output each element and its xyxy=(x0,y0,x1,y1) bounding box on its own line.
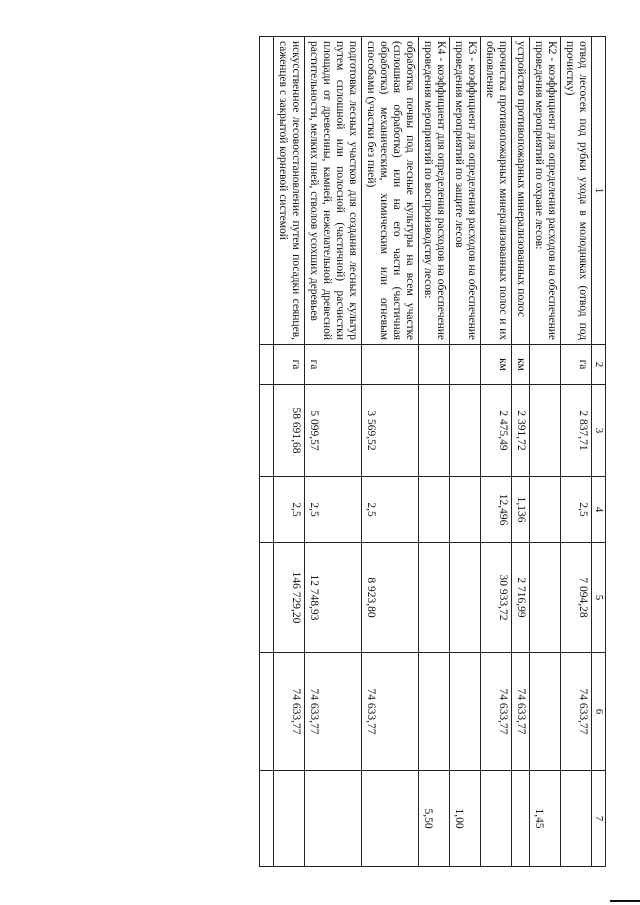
row-rate: 74 633,77 xyxy=(561,653,592,771)
row-k-coefficient: 1,45 xyxy=(530,771,561,867)
row-unit xyxy=(419,345,450,385)
row-rate: 74 633,77 xyxy=(481,653,512,771)
row-k-coefficient xyxy=(305,771,362,867)
row-description: обработка почвы под лесные культуры на всем участке (сплошная обработка) или на его части (частичная обработка) механическим, химическим или огневым способами (участки без пней) xyxy=(362,37,419,345)
row-quantity: 2 837,71 xyxy=(561,385,592,477)
row-coefficient xyxy=(419,477,450,543)
row-k-coefficient: 1,00 xyxy=(450,771,481,867)
row-quantity xyxy=(419,385,450,477)
header-row xyxy=(592,37,606,867)
table-row xyxy=(362,37,419,867)
row-k-coefficient xyxy=(481,771,512,867)
row-unit: га xyxy=(274,345,305,385)
table-continuation-row xyxy=(260,37,274,867)
row-description: подготовка лесных участков для создания лесных культур путем сплошной или полосной (частичной) расчистки площади от древесины, камней, нежелательной древесной растительности, мелких пней, стволов усохших деревьев xyxy=(305,37,362,345)
row-coefficient: 2,5 xyxy=(305,477,362,543)
row-coefficient: 1,136 xyxy=(512,477,530,543)
table-row xyxy=(561,37,592,867)
row-coefficient: 2,5 xyxy=(362,477,419,543)
row-unit xyxy=(530,345,561,385)
row-description: устройство противопожарных минерализованных полос xyxy=(512,37,530,345)
row-cost xyxy=(450,543,481,653)
row-cost xyxy=(530,543,561,653)
row-quantity: 3 569,52 xyxy=(362,385,419,477)
row-quantity: 2 391,72 xyxy=(512,385,530,477)
row-rate: 74 633,77 xyxy=(274,653,305,771)
column-number-3: 3 xyxy=(592,385,606,477)
row-cost: 2 716,99 xyxy=(512,543,530,653)
row-quantity xyxy=(450,385,481,477)
row-description: прочистка противопожарных минерализованных полос и их обновление xyxy=(481,37,512,345)
row-coefficient xyxy=(530,477,561,543)
row-cost: 12 748,93 xyxy=(305,543,362,653)
table-row xyxy=(274,37,305,867)
row-coefficient xyxy=(450,477,481,543)
row-cost: 146 729,20 xyxy=(274,543,305,653)
row-description: К2 - коэффициент для определения расходов на обеспечение проведения мероприятий по охране лесов: xyxy=(530,37,561,345)
row-quantity: 58 691,68 xyxy=(274,385,305,477)
row-cost: 30 933,72 xyxy=(481,543,512,653)
row-coefficient: 2,5 xyxy=(561,477,592,543)
row-description: К3 - коэффициент для определения расходов на обеспечение проведения мероприятий по защите лесов xyxy=(450,37,481,345)
row-unit: км xyxy=(512,345,530,385)
table-row xyxy=(419,37,450,867)
column-number-4: 4 xyxy=(592,477,606,543)
row-k-coefficient xyxy=(274,771,305,867)
cost-table xyxy=(259,36,606,867)
column-number-6: 6 xyxy=(592,653,606,771)
row-k-coefficient: 5,50 xyxy=(419,771,450,867)
table-row xyxy=(450,37,481,867)
row-k-coefficient xyxy=(362,771,419,867)
row-cost xyxy=(419,543,450,653)
row-coefficient: 2,5 xyxy=(274,477,305,543)
column-number-7: 7 xyxy=(592,771,606,867)
row-quantity: 5 099,57 xyxy=(305,385,362,477)
row-rate xyxy=(419,653,450,771)
row-coefficient: 12,496 xyxy=(481,477,512,543)
row-description: искусственное лесовосстановление путем посадки сеянцев, саженцев с закрытой корневой системой xyxy=(274,37,305,345)
row-description: К4 - коэффициент для определения расходов на обеспечение проведения мероприятий по воспроизводству лесов: xyxy=(419,37,450,345)
column-number-5: 5 xyxy=(592,543,606,653)
row-rate: 74 633,77 xyxy=(305,653,362,771)
table-body xyxy=(260,37,606,867)
row-rate xyxy=(450,653,481,771)
row-rate xyxy=(530,653,561,771)
page-edge-mark xyxy=(610,896,640,905)
row-unit xyxy=(362,345,419,385)
table-row xyxy=(530,37,561,867)
row-rate: 74 633,77 xyxy=(362,653,419,771)
row-cost: 8 923,80 xyxy=(362,543,419,653)
row-rate: 74 633,77 xyxy=(512,653,530,771)
row-quantity xyxy=(530,385,561,477)
column-number-2: 2 xyxy=(592,345,606,385)
table-row xyxy=(305,37,362,867)
row-k-coefficient xyxy=(561,771,592,867)
row-unit: км xyxy=(481,345,512,385)
row-unit: га xyxy=(561,345,592,385)
row-cost: 7 094,28 xyxy=(561,543,592,653)
row-unit: га xyxy=(305,345,362,385)
row-quantity: 2 475,49 xyxy=(481,385,512,477)
row-unit xyxy=(450,345,481,385)
column-number-1: 1 xyxy=(592,37,606,345)
row-k-coefficient xyxy=(512,771,530,867)
table-row xyxy=(512,37,530,867)
table-row xyxy=(481,37,512,867)
row-description: отвод лесосек под рубки ухода в молодняках (отвод под прочистку) xyxy=(561,37,592,345)
